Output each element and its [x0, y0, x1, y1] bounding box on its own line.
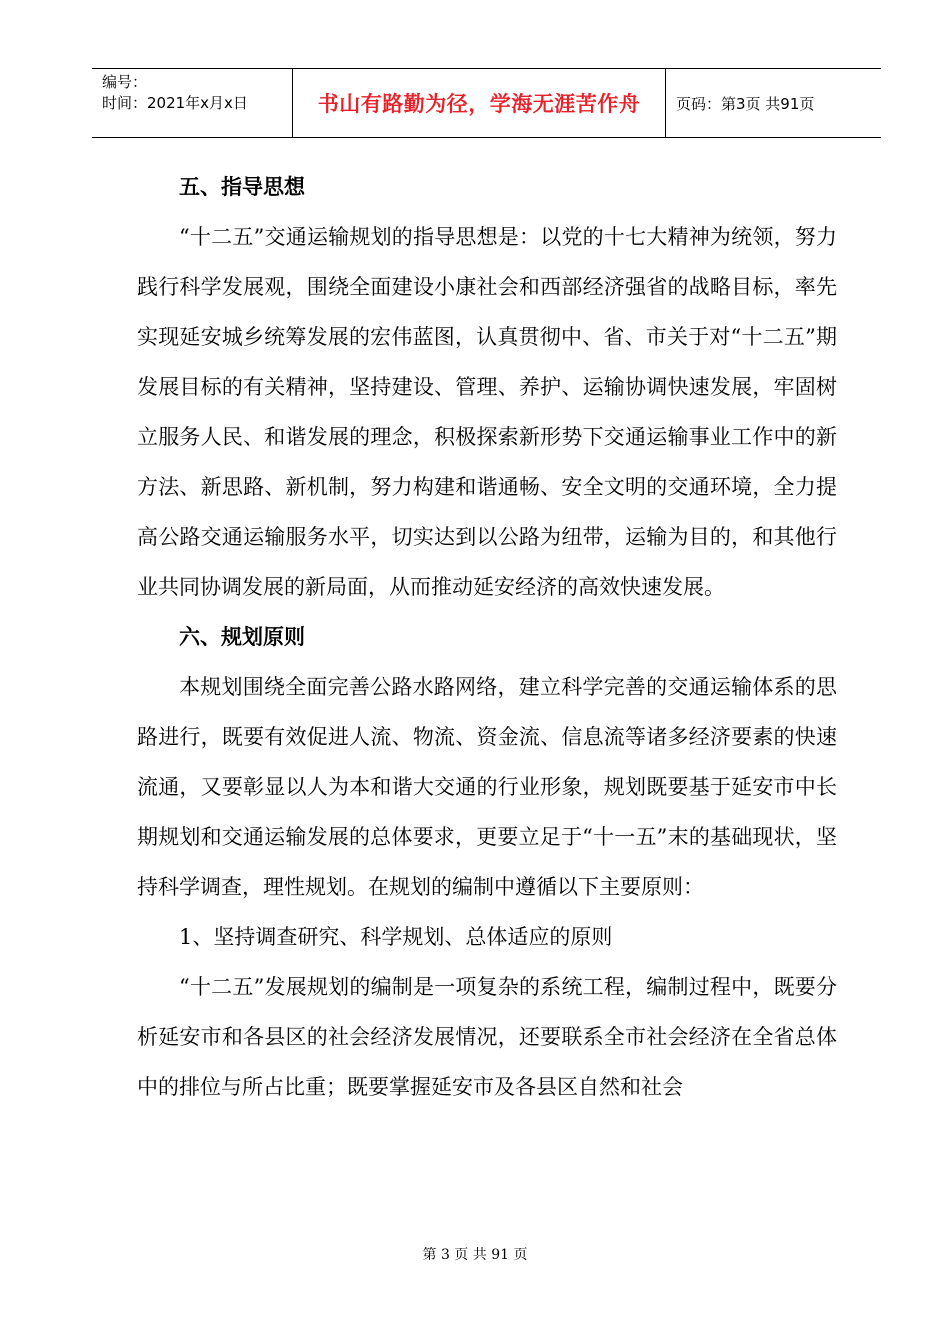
header-meta [92, 69, 292, 137]
section-heading-planning-principles: 六、规划原则 [179, 625, 305, 649]
section-heading-guiding-thought: 五、指导思想 [179, 175, 305, 199]
header-page-info: 页码：第3页 共91页 [676, 94, 815, 113]
document-body [137, 162, 837, 1112]
paragraph-principle-1: “十二五”发展规划的编制是一项复杂的系统工程，编制过程中，既要分析延安市和各县区的社会经济发展情况，还要联系全市社会经济在全省总体中的排位与所占比重；既要掌握延安市及各县区自然和社会 [137, 975, 837, 1099]
doc-number-label: 编号： [102, 73, 148, 91]
doc-time-label: 时间：2021年x月x日 [102, 94, 248, 112]
paragraph-planning-principles: 本规划围绕全面完善公路水路网络，建立科学完善的交通运输体系的思路进行，既要有效促进人流、物流、资金流、信息流等诸多经济要素的快速流通，又要彰显以人为本和谐大交通的行业形象，规划既要基于延安市中长期规划和交通运输发展的总体要求，更要立足于“十一五”末的基础现状，坚持科学调查，理性规划。在规划的编制中遵循以下主要原则： [137, 675, 837, 899]
page-footer: 第 3 页 共 91 页 [422, 1247, 528, 1263]
principle-item-1: 1、坚持调查研究、科学规划、总体适应的原则 [179, 925, 613, 949]
header-motto: 书山有路勤为径，学海无涯苦作舟 [292, 69, 666, 137]
paragraph-guiding-thought: “十二五”交通运输规划的指导思想是：以党的十七大精神为统领，努力践行科学发展观，围绕全面建设小康社会和西部经济强省的战略目标，率先实现延安城乡统筹发展的宏伟蓝图，认真贯彻中、省、市关于对“十二五”期发展目标的有关精神，坚持建设、管理、养护、运输协调快速发展，牢固树立服务人民、和谐发展的理念，积极探索新形势下交通运输事业工作中的新方法、新思路、新机制，努力构建和谐通畅、安全文明的交通环境，全力提高公路交通运输服务水平，切实达到以公路为纽带，运输为目的，和其他行业共同协调发展的新局面，从而推动延安经济的高效快速发展。 [137, 225, 837, 599]
page-header [92, 68, 881, 138]
